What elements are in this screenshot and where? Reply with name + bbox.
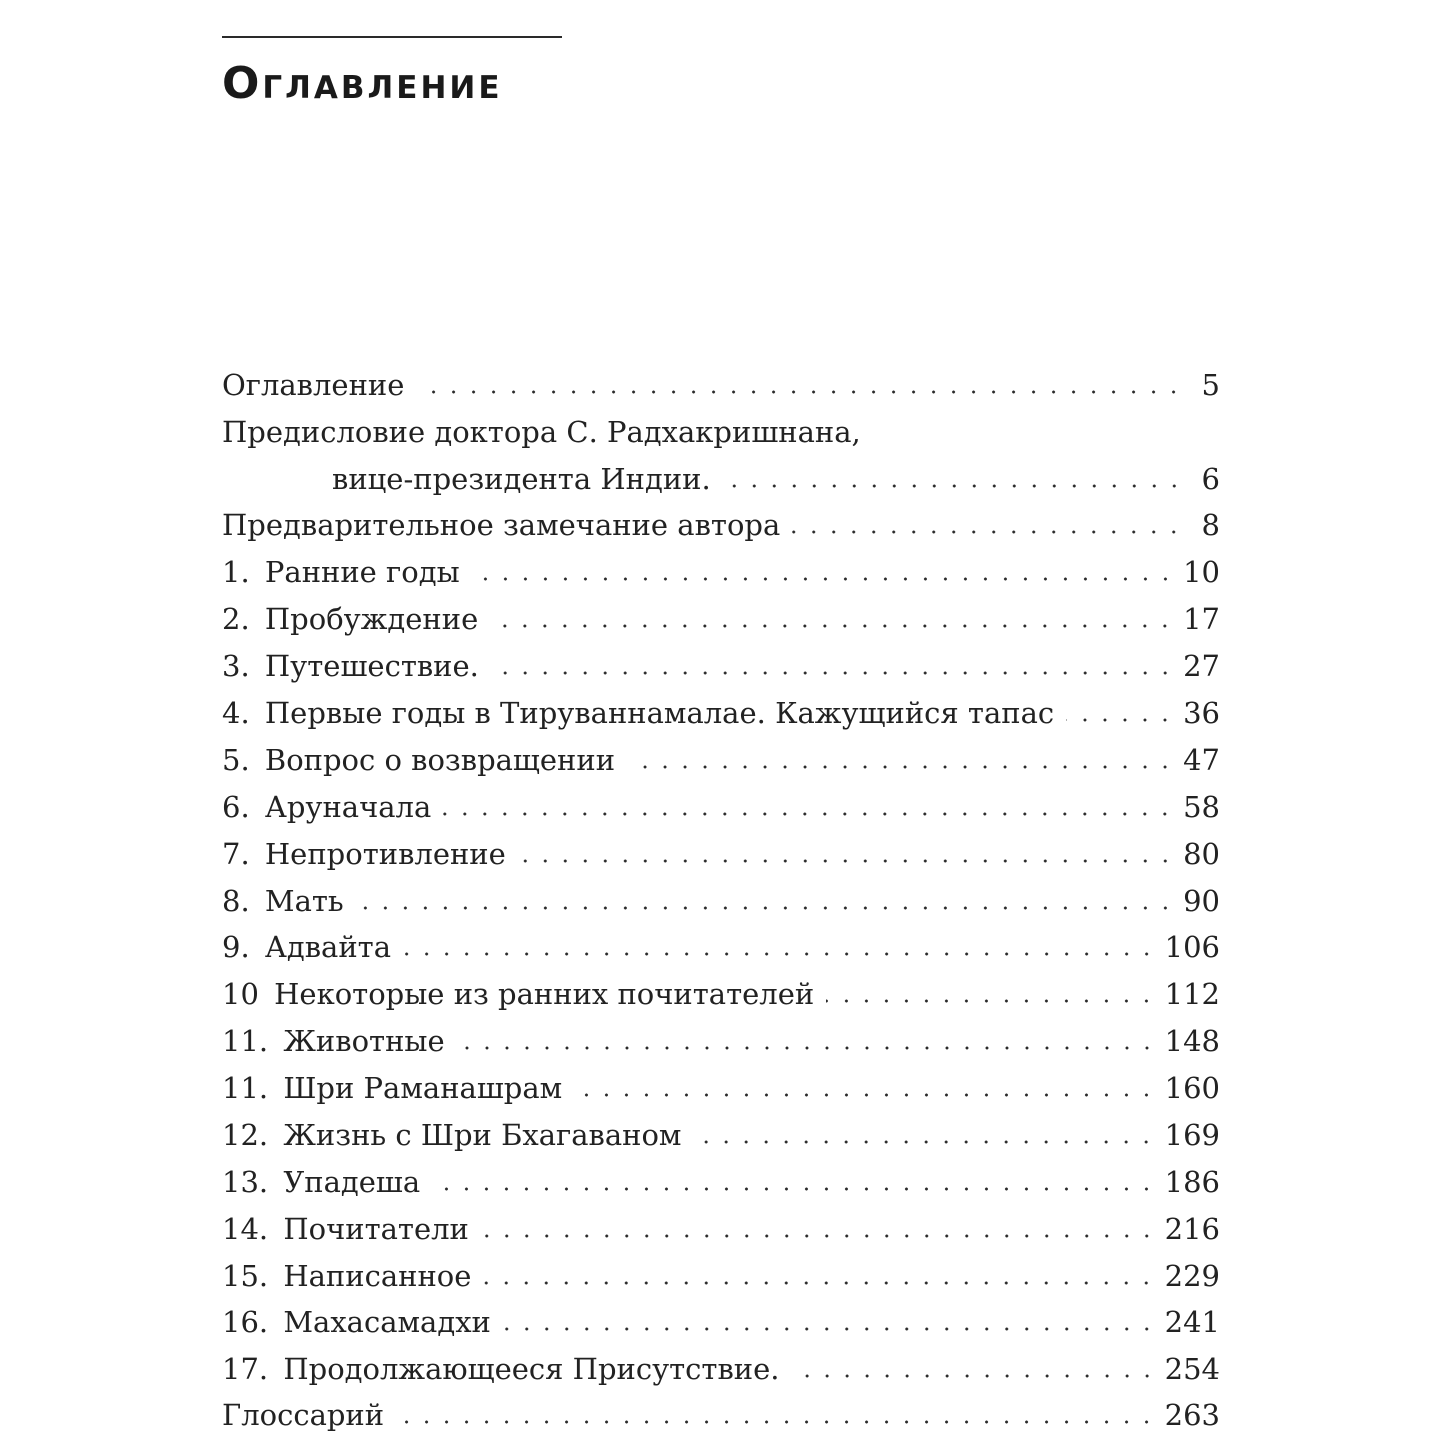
toc-entry-title: Предисловие доктора С. Радхакришнана, (222, 415, 861, 449)
toc-entry[interactable] (222, 876, 1220, 916)
toc-entry-number: 11. (222, 1024, 269, 1058)
toc-entry-page: 106 (1164, 930, 1220, 964)
toc-entry-number: 2. (222, 602, 250, 636)
toc-entry-page: 254 (1164, 1352, 1220, 1386)
toc-entry-title: Глоссарий (222, 1398, 385, 1432)
toc-entry-title: Вопрос о возвращении (264, 743, 616, 777)
toc-entry-number: 9. (222, 930, 250, 964)
toc-entry-page: 229 (1164, 1259, 1220, 1293)
toc-entry[interactable] (222, 594, 1220, 634)
toc-entry[interactable] (222, 1110, 1220, 1150)
dot-leader (792, 1374, 1157, 1378)
dot-leader (490, 624, 1175, 628)
toc-entry[interactable] (222, 454, 1220, 494)
toc-entry[interactable] (222, 1297, 1220, 1337)
toc-entry[interactable] (222, 1016, 1220, 1056)
toc-entry-title: Некоторые из ранних почитателей (274, 977, 815, 1011)
toc-entry[interactable] (222, 547, 1220, 587)
toc-entry-page: 186 (1164, 1165, 1220, 1199)
toc-entry[interactable] (222, 641, 1220, 681)
toc-entry-title: Упадеша (283, 1165, 421, 1199)
toc-entry-page: 216 (1164, 1212, 1220, 1246)
dot-leader (432, 1187, 1156, 1191)
toc-entry-page: 263 (1164, 1398, 1220, 1432)
dot-leader (472, 577, 1175, 581)
dot-leader (1066, 718, 1175, 722)
toc-entry-title: Первые годы в Тируваннамалае. Кажущийся тапас (264, 696, 1055, 730)
dot-leader (574, 1093, 1156, 1097)
toc-entry-page: 47 (1183, 743, 1220, 777)
toc-entry-number: 14. (222, 1212, 269, 1246)
dot-leader (693, 1140, 1156, 1144)
toc-entry-title: Мать (264, 884, 344, 918)
toc-entry-number: 13. (222, 1165, 269, 1199)
toc-entry-page: 8 (1201, 508, 1220, 542)
toc-entry-page: 17 (1183, 602, 1220, 636)
dot-leader (792, 530, 1184, 534)
toc-entry-title: Шри Раманашрам (283, 1071, 563, 1105)
dot-leader (483, 1281, 1156, 1285)
dot-leader (723, 484, 1184, 488)
toc-entry-number: 4. (222, 696, 250, 730)
dot-leader (503, 1327, 1157, 1331)
toc-entry-number: 12. (222, 1118, 269, 1152)
toc-entry-page: 5 (1201, 368, 1220, 402)
toc-entry-number: 3. (222, 649, 250, 683)
toc-entry-page: 6 (1201, 462, 1220, 496)
toc-entry[interactable] (222, 922, 1220, 962)
toc-entry[interactable] (222, 969, 1220, 1009)
toc-entry-number: 16. (222, 1305, 269, 1339)
toc-entry-title: вице-президента Индии. (332, 462, 711, 496)
toc-entry-number: 15. (222, 1259, 269, 1293)
toc-entry[interactable] (222, 1251, 1220, 1291)
toc-entry[interactable] (222, 407, 861, 447)
toc-entry[interactable] (222, 1390, 1220, 1430)
toc-entry-page: 169 (1164, 1118, 1220, 1152)
page-title: Оглавление (222, 58, 503, 109)
toc-entry-title: Аруначала (264, 790, 432, 824)
toc-entry[interactable] (222, 829, 1220, 869)
toc-entry[interactable] (222, 782, 1220, 822)
toc-entry[interactable] (222, 500, 1220, 540)
toc-entry[interactable] (222, 360, 1220, 400)
toc-entry-page: 112 (1164, 977, 1220, 1011)
toc-entry[interactable] (222, 1344, 1220, 1384)
toc-entry-page: 90 (1183, 884, 1220, 918)
toc-entry-title: Адвайта (264, 930, 391, 964)
toc-entry-number: 1. (222, 555, 250, 589)
toc-entry-number: 10 (222, 977, 259, 1011)
toc-entry-title: Ранние годы (264, 555, 460, 589)
toc-entry[interactable] (222, 1063, 1220, 1103)
toc-entry-title: Оглавление (222, 368, 405, 402)
toc-entry[interactable] (222, 1204, 1220, 1244)
toc-entry-title: Махасамадхи (283, 1305, 491, 1339)
dot-leader (481, 1234, 1157, 1238)
toc-entry-title: Пробуждение (264, 602, 479, 636)
toc-entry[interactable] (222, 688, 1220, 728)
dot-leader (416, 390, 1184, 394)
toc-entry-page: 58 (1183, 790, 1220, 824)
toc-entry-title: Предварительное замечание автора (222, 508, 781, 542)
toc-entry-page: 36 (1183, 696, 1220, 730)
toc-entry[interactable] (222, 735, 1220, 775)
toc-entry-page: 241 (1164, 1305, 1220, 1339)
dot-leader (403, 952, 1157, 956)
toc-entry-title: Животные (283, 1024, 445, 1058)
dot-leader (443, 812, 1175, 816)
dot-leader (627, 765, 1175, 769)
toc-entry-title: Непротивление (264, 837, 506, 871)
dot-leader (518, 859, 1175, 863)
toc-entry-number: 8. (222, 884, 250, 918)
toc-entry-page: 27 (1183, 649, 1220, 683)
toc-entry-title: Написанное (283, 1259, 472, 1293)
toc-entry-page: 148 (1164, 1024, 1220, 1058)
toc-entry[interactable] (222, 1157, 1220, 1197)
dot-leader (491, 671, 1175, 675)
toc-entry-title: Путешествие. (264, 649, 479, 683)
toc-entry-number: 7. (222, 837, 250, 871)
toc-entry-title: Почитатели (283, 1212, 469, 1246)
toc-entry-number: 6. (222, 790, 250, 824)
toc-entry-title: Жизнь с Шри Бхагаваном (283, 1118, 682, 1152)
dot-leader (457, 1046, 1157, 1050)
dot-leader (356, 906, 1175, 910)
toc-entry-number: 17. (222, 1352, 269, 1386)
toc-entry-number: 11. (222, 1071, 269, 1105)
dot-leader (396, 1420, 1157, 1424)
toc-entry-number: 5. (222, 743, 250, 777)
toc-entry-page: 10 (1183, 555, 1220, 589)
toc-entry-page: 80 (1183, 837, 1220, 871)
toc-entry-page: 160 (1164, 1071, 1220, 1105)
toc-entry-title: Продолжающееся Присутствие. (283, 1352, 780, 1386)
dot-leader (826, 999, 1156, 1003)
